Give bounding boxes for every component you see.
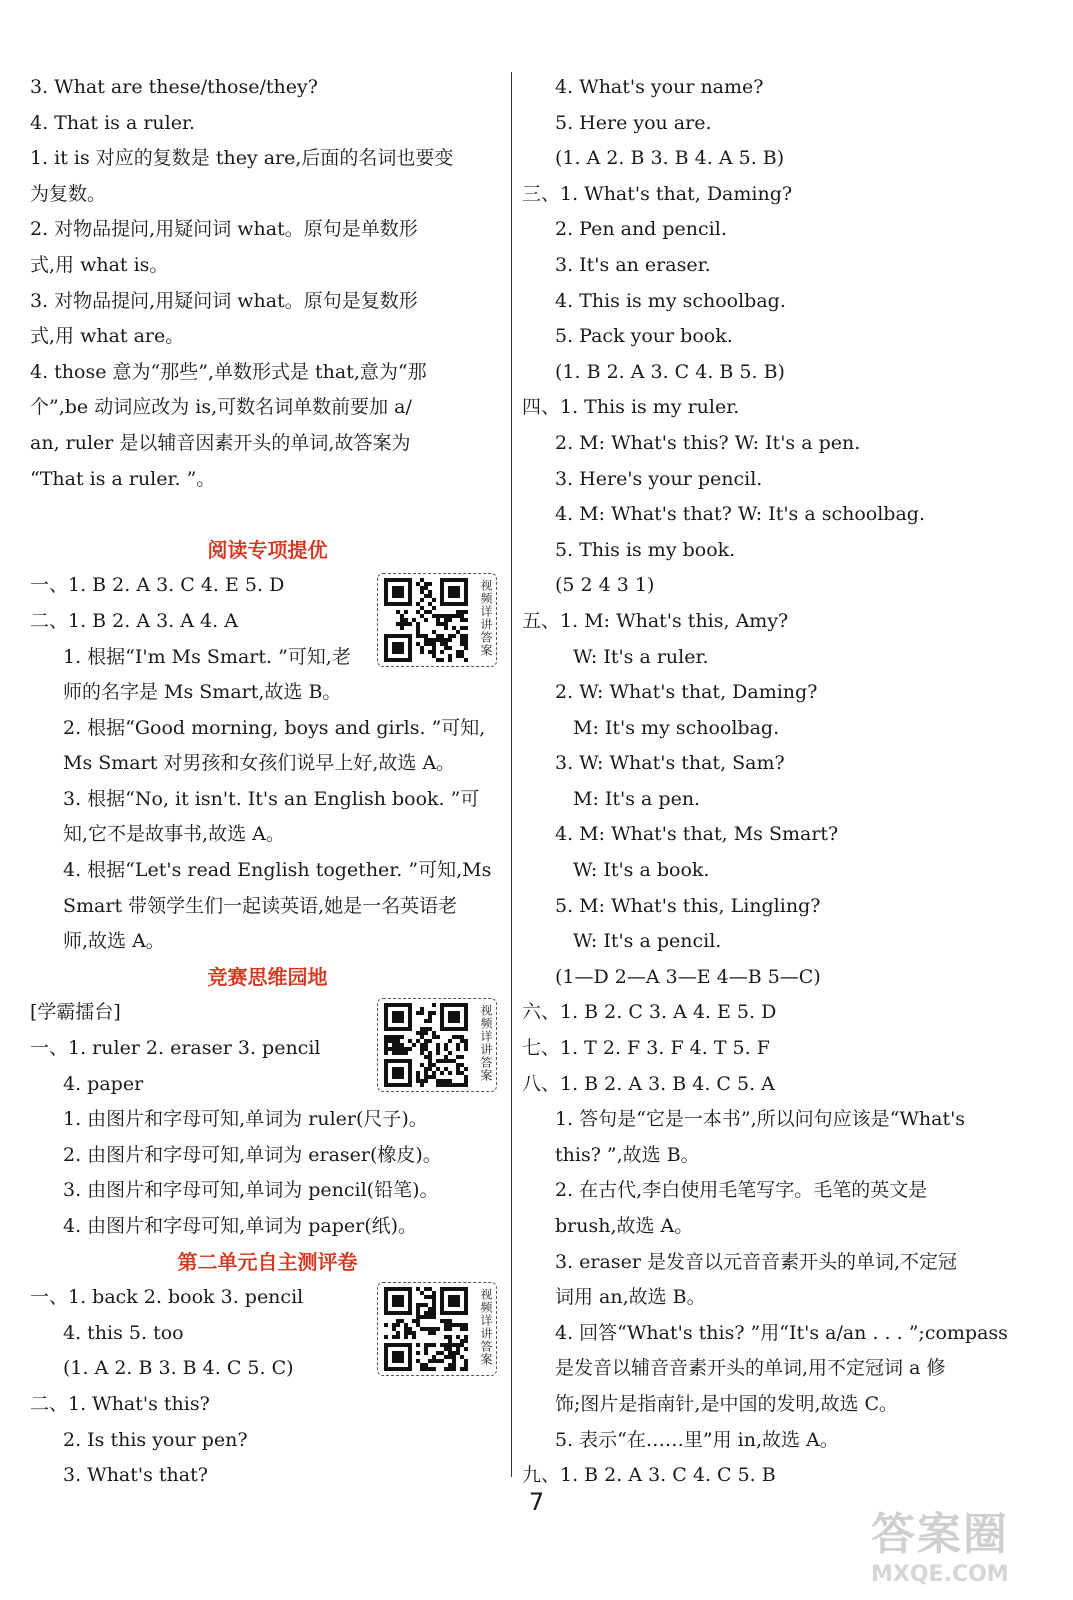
text-line: Ms Smart 对男孩和女孩们说早上好,故选 A。 — [63, 752, 456, 775]
answer-line: 4. M: What's that? W: It's a schoolbag. — [555, 503, 925, 526]
section-title-reading: 阅读专项提优 — [207, 537, 328, 562]
text-line: 4. 根据“Let's read English together. ”可知,Ms — [63, 859, 492, 882]
answer-line: 一、1. back 2. book 3. pencil — [30, 1286, 304, 1309]
answer-line: 九、1. B 2. A 3. C 4. C 5. B — [522, 1464, 776, 1487]
answer-line: 4. What's your name? — [555, 76, 764, 98]
right-column — [522, 70, 1022, 1494]
text-line: 4. those 意为“那些”,单数形式是 that,意为“那 — [30, 360, 427, 383]
answer-line: 4. this 5. too — [63, 1321, 184, 1344]
blank-line — [30, 497, 505, 533]
answer-line: 2. W: What's that, Daming? — [555, 681, 818, 704]
text-line: 3. 对物品提问,用疑问词 what。原句是复数形 — [30, 289, 418, 312]
text-line: brush,故选 A。 — [555, 1215, 694, 1237]
text-line: 3. 根据“No, it isn't. It's an English book. ”可 — [63, 787, 480, 810]
answer-line: 3. W: What's that, Sam? — [555, 752, 785, 775]
text-line: 3. 由图片和字母可知,单词为 pencil(铅笔)。 — [63, 1179, 439, 1202]
text-line: 师的名字是 Ms Smart,故选 B。 — [63, 681, 342, 704]
text-line: 词用 an,故选 B。 — [555, 1286, 706, 1309]
text-line: 3. What are these/those/they? — [30, 76, 318, 98]
watermark-text: 答案圈 — [871, 1509, 1009, 1560]
answer-line: 2. Is this your pen? — [63, 1428, 248, 1451]
answer-line: M: It's my schoolbag. — [573, 716, 780, 739]
answer-line: 5. Pack your book. — [555, 325, 733, 348]
text-line: 师,故选 A。 — [63, 930, 165, 953]
answer-line: (1. A 2. B 3. B 4. C 5. C) — [63, 1357, 294, 1380]
text-line: 4. 由图片和字母可知,单词为 paper(纸)。 — [63, 1215, 418, 1237]
answer-line: 三、1. What's that, Daming? — [522, 182, 793, 205]
answer-line: M: It's a pen. — [573, 787, 701, 810]
text-line: 个”,be 动词应改为 is,可数名词单数前要加 a/ — [30, 396, 412, 419]
answer-line: 四、1. This is my ruler. — [522, 396, 740, 419]
qr-code-box[interactable] — [377, 1282, 497, 1376]
answer-line: 二、1. What's this? — [30, 1392, 210, 1415]
text-line: 5. 表示“在……里”用 in,故选 A。 — [555, 1428, 839, 1451]
watermark-url: MXQE.COM — [871, 1562, 1009, 1587]
answer-line: W: It's a ruler. — [573, 645, 709, 668]
text-line: 2. 对物品提问,用疑问词 what。原句是单数形 — [30, 218, 418, 241]
page-number: 7 — [528, 1488, 545, 1516]
answer-line: W: It's a pencil. — [573, 930, 722, 953]
text-line: 4. 回答“What's this? ”用“It's a/an . . . ”;compass — [555, 1321, 1008, 1344]
subsection-label: [学霸擂台] — [30, 1001, 121, 1024]
answer-line: 五、1. M: What's this, Amy? — [522, 609, 789, 632]
qr-caption: 视频详讲答案 — [479, 579, 493, 657]
answer-line: 一、1. ruler 2. eraser 3. pencil — [30, 1037, 321, 1060]
left-column — [30, 70, 505, 1494]
section-title-competition: 竞赛思维园地 — [207, 964, 328, 989]
text-line: 2. 根据“Good morning, boys and girls. ”可知, — [63, 716, 486, 739]
answer-line: 七、1. T 2. F 3. F 4. T 5. F — [522, 1037, 770, 1060]
text-line: 式,用 what are。 — [30, 325, 185, 348]
answer-line: 5. M: What's this, Lingling? — [555, 894, 821, 917]
qr-caption: 视频详讲答案 — [479, 1288, 493, 1366]
column-divider — [511, 72, 512, 1477]
text-line: Smart 带领学生们一起读英语,她是一名英语老 — [63, 894, 458, 917]
watermark-logo — [871, 1498, 1031, 1587]
answer-line: (1. A 2. B 3. B 4. A 5. B) — [555, 147, 785, 170]
answer-line: 六、1. B 2. C 3. A 4. E 5. D — [522, 1001, 777, 1024]
answer-line: 3. What's that? — [63, 1464, 208, 1487]
text-line: 1. 答句是“它是一本书”,所以问句应该是“What's — [555, 1108, 966, 1131]
text-line: an, ruler 是以辅音因素开头的单词,故答案为 — [30, 431, 411, 454]
text-line: 1. 由图片和字母可知,单词为 ruler(尺子)。 — [63, 1108, 428, 1131]
answer-line: (5 2 4 3 1) — [555, 574, 655, 597]
text-line: 是发音以辅音音素开头的单词,用不定冠词 a 修 — [555, 1357, 946, 1380]
text-line: this? ”,故选 B。 — [555, 1143, 700, 1166]
answer-line: 2. Pen and pencil. — [555, 218, 727, 241]
answer-line: (1. B 2. A 3. C 4. B 5. B) — [555, 360, 785, 383]
answer-line: (1—D 2—A 3—E 4—B 5—C) — [555, 965, 821, 988]
answer-line: 2. M: What's this? W: It's a pen. — [555, 431, 861, 454]
text-line: 饰;图片是指南针,是中国的发明,故选 C。 — [555, 1392, 899, 1415]
text-line: 式,用 what is。 — [30, 253, 169, 276]
answer-line: 八、1. B 2. A 3. B 4. C 5. A — [522, 1072, 775, 1095]
text-line: 1. it is 对应的复数是 they are,后面的名词也要变 — [30, 147, 454, 170]
text-line: 4. That is a ruler. — [30, 111, 195, 134]
answer-line: 一、1. B 2. A 3. C 4. E 5. D — [30, 574, 285, 597]
qr-code-box[interactable] — [377, 573, 497, 667]
answer-line: 4. This is my schoolbag. — [555, 289, 786, 312]
qr-code-icon — [384, 1287, 468, 1371]
section-title-unit-test: 第二单元自主测评卷 — [177, 1249, 358, 1274]
answer-line: 3. Here's your pencil. — [555, 467, 763, 490]
answer-line: 二、1. B 2. A 3. A 4. A — [30, 609, 238, 632]
qr-caption: 视频详讲答案 — [479, 1004, 493, 1082]
text-line: 2. 在古代,李白使用毛笔写字。毛笔的英文是 — [555, 1179, 928, 1202]
answer-line: 5. Here you are. — [555, 111, 712, 134]
text-line: 2. 由图片和字母可知,单词为 eraser(橡皮)。 — [63, 1143, 442, 1166]
text-line: 知,它不是故事书,故选 A。 — [63, 823, 285, 846]
qr-code-icon — [384, 1003, 468, 1087]
qr-code-icon — [384, 578, 468, 662]
answer-line: 5. This is my book. — [555, 538, 736, 561]
answer-line: 4. M: What's that, Ms Smart? — [555, 823, 839, 846]
text-line: 为复数。 — [30, 182, 107, 205]
answer-line: 3. It's an eraser. — [555, 253, 711, 276]
text-line: 1. 根据“I'm Ms Smart. ”可知,老 — [63, 645, 351, 668]
text-line: 3. eraser 是发音以元音音素开头的单词,不定冠 — [555, 1250, 957, 1273]
text-line: “That is a ruler. ”。 — [30, 467, 216, 490]
answer-line: 4. paper — [63, 1072, 144, 1095]
qr-code-box[interactable] — [377, 998, 497, 1092]
answer-line: W: It's a book. — [573, 859, 710, 882]
